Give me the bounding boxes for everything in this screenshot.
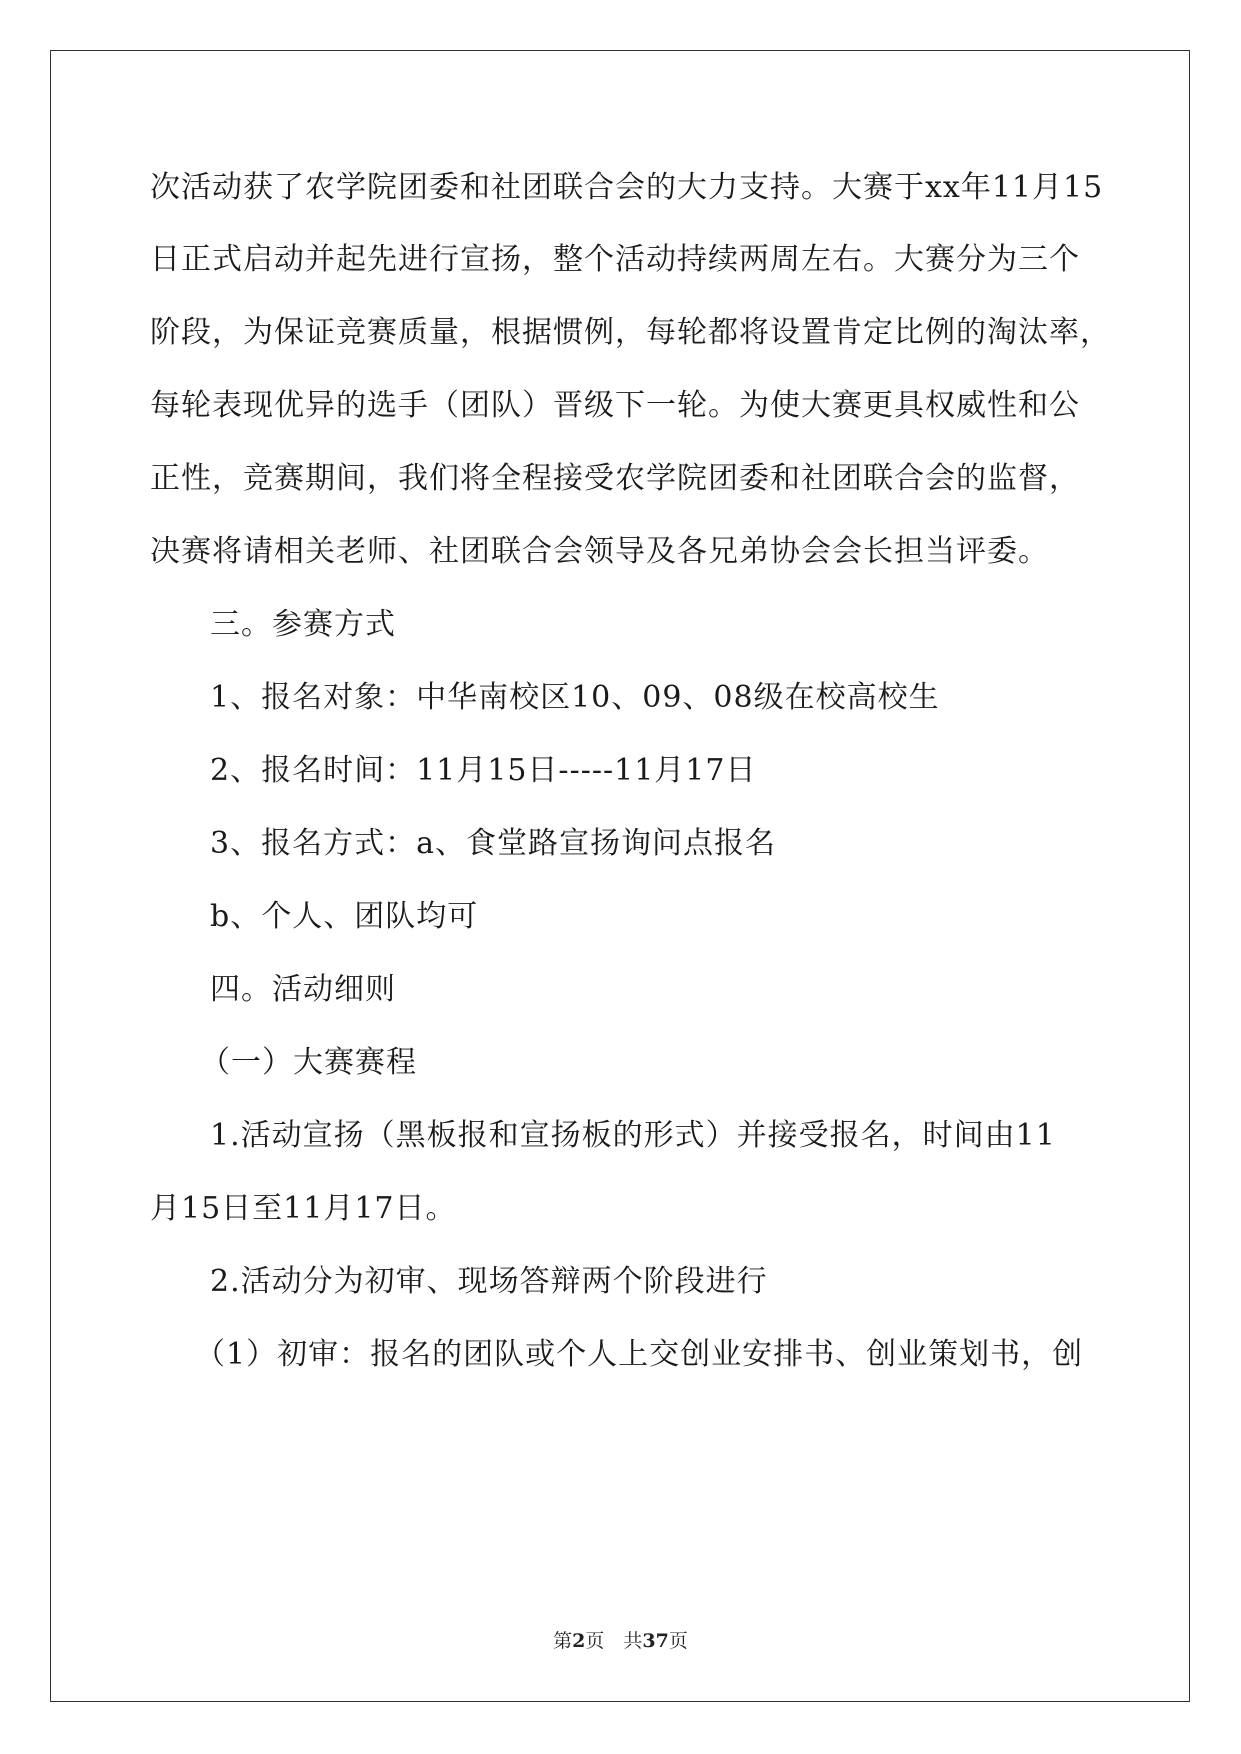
footer-current-page: 2 [572,1630,586,1652]
body-line-1: 次活动获了农学院团委和社团联合会的大力支持。大赛于xx年11月15 [150,170,1104,205]
page-border [50,50,1190,1702]
body-line-schedule-1-cont: 月15日至11月17日。 [150,1191,457,1226]
body-line-5: 正性，竞赛期间，我们将全程接受农学院团委和社团联合会的监督， [150,461,1080,496]
body-line-3: 阶段，为保证竞赛质量，根据惯例，每轮都将设置肯定比例的淘汰率， [150,315,1111,350]
footer-total-pages: 37 [642,1630,669,1652]
list-item-registration-method: 3、报名方式：a、食堂路宣扬询问点报名 [210,826,776,861]
body-line-2: 日正式启动并起先进行宣扬，整个活动持续两周左右。大赛分为三个 [150,242,1080,277]
body-line-schedule-2: 2.活动分为初审、现场答辩两个阶段进行 [210,1264,768,1299]
footer-prefix: 第 [553,1630,573,1652]
list-item-registration-target: 1、报名对象：中华南校区10、09、08级在校高校生 [210,680,940,715]
subsection-heading-schedule: （一）大赛赛程 [200,1045,417,1080]
list-item-registration-time: 2、报名时间：11月15日-----11月17日 [210,753,757,788]
list-item-registration-method-b: b、个人、团队均可 [210,899,479,934]
footer-mid: 页 共 [585,1630,643,1652]
body-line-preliminary-review: （1）初审：报名的团队或个人上交创业安排书、创业策划书，创 [195,1337,1084,1372]
body-line-4: 每轮表现优异的选手（团队）晋级下一轮。为使大赛更具权威性和公 [150,388,1080,423]
body-line-schedule-1: 1.活动宣扬（黑板报和宣扬板的形式）并接受报名，时间由11 [210,1118,1056,1153]
body-line-6: 决赛将请相关老师、社团联合会领导及各兄弟协会会长担当评委。 [150,534,1049,569]
section-heading-4: 四。活动细则 [210,972,396,1007]
section-heading-3: 三。参赛方式 [210,607,396,642]
page-footer [0,1629,1241,1653]
footer-suffix: 页 [668,1630,688,1652]
